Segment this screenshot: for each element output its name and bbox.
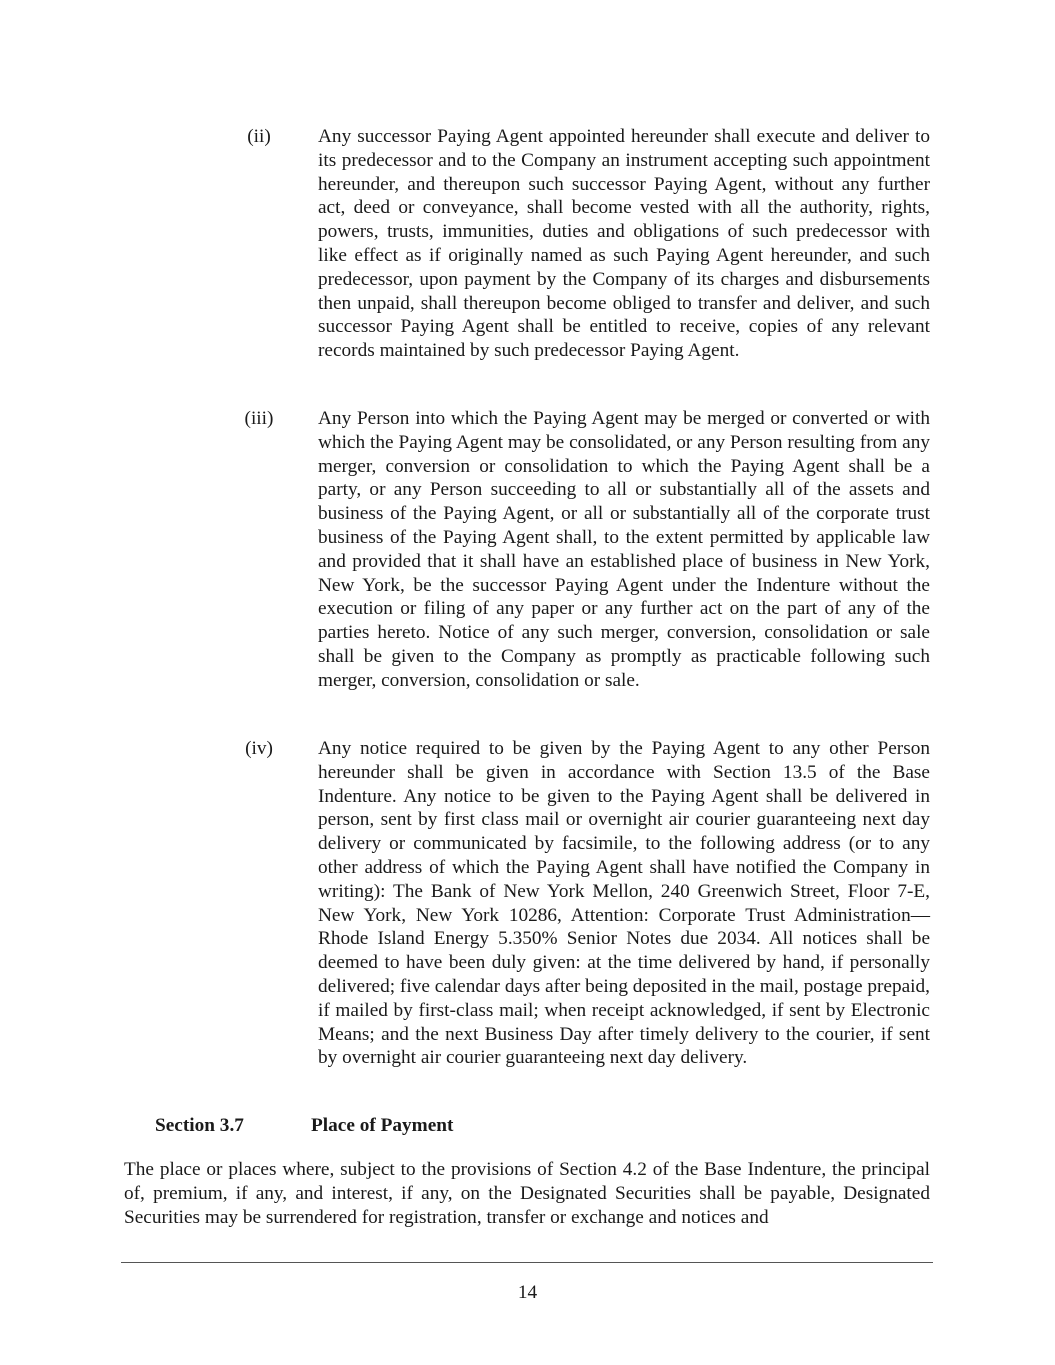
section-title: Place of Payment: [311, 1115, 454, 1136]
section-number: Section 3.7: [155, 1115, 244, 1136]
item-label: (ii): [247, 126, 271, 147]
page-number: 14: [517, 1282, 538, 1303]
item-text: Any successor Paying Agent appointed hereunder shall execute and deliver to its predecessor and to the Company an instrument accepting such appointment hereunder, and thereupon such successor Paying Agent, without any further act, deed or conveyance, shall become vested with all the authority, rights, powers, trusts, immunities, duties and obligations of such predecessor with like effect as if originally named as such Paying Agent hereunder, and such predecessor, upon payment by the Company of its charges and disbursements then unpaid, shall thereupon become obliged to transfer and deliver, and such successor Paying Agent shall be entitled to receive, copies of any relevant records maintained by such predecessor Paying Agent.: [318, 126, 930, 362]
item-text: Any notice required to be given by the Paying Agent to any other Person hereunder shall be given in accordance with Section 13.5 of the Base Indenture. Any notice to be given to the Paying Agent shall be delivered in person, sent by first class mail or overnight air courier guaranteeing next day delivery or communicated by facsimile, to the following address (or to any other address of which the Paying Agent shall have notified the Company in writing): The Bank of New York Mellon, 240 Greenwich Street, Floor 7-E, New York, New York 10286, Attention: Corporate Trust Administration—Rhode Island Energy 5.350% Senior Notes due 2034. All notices shall be deemed to have been duly given: at the time delivered by hand, if personally delivered; five calendar days after being deposited in the mail, postage prepaid, if mailed by first-class mail; when receipt acknowledged, if sent by Electronic Means; and the next Business Day after timely delivery to the courier, if sent by overnight air courier guaranteeing next day delivery.: [318, 738, 930, 1069]
item-text: Any Person into which the Paying Agent may be merged or converted or with which the Paying Agent may be consolidated, or any Person resulting from any merger, conversion or consolidation to which the Paying Agent shall be a party, or any Person succeeding to all or substantially all of the assets and business of the Paying Agent, or all or substantially all of the corporate trust business of the Paying Agent shall, to the extent permitted by applicable law and provided that it shall have an established place of business in New York, New York, be the successor Paying Agent under the Indenture without the execution or filing of any paper or any further act on the part of any of the parties hereto. Notice of any such merger, conversion, consolidation or sale shall be given to the Company as promptly as practicable following such merger, conversion, consolidation or sale.: [318, 408, 930, 691]
item-label: (iii): [244, 408, 274, 429]
footer-divider: [121, 1262, 933, 1263]
item-label: (iv): [245, 738, 273, 759]
section-body-paragraph: The place or places where, subject to the provisions of Section 4.2 of the Base Indenture, the principal of, premium, if any, and interest, if any, on the Designated Securities shall be payable, Designated Securities may be surrendered for registration, transfer or exchange and notices and: [124, 1159, 930, 1228]
